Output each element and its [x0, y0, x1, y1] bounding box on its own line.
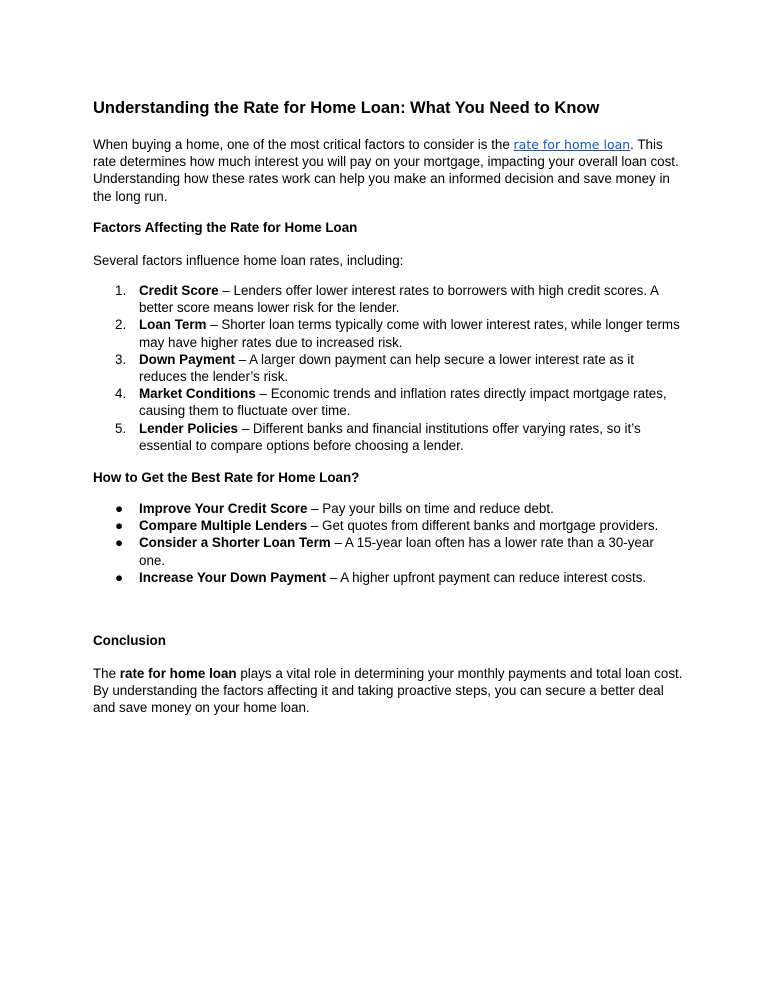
- rate-for-home-loan-link[interactable]: rate for home loan: [513, 137, 631, 152]
- list-item: [93, 351, 683, 385]
- factor-term: Down Payment: [139, 351, 235, 367]
- factor-desc: – Shorter loan terms typically come with lower interest rates, while longer terms may have higher rates due to increased risk.: [139, 317, 680, 350]
- list-item: [93, 534, 683, 568]
- tip-desc: – A 15-year loan often has a lower rate than a 30-year one.: [139, 535, 654, 568]
- list-item: [93, 569, 683, 586]
- list-item: [93, 500, 683, 517]
- factor-desc: – Economic trends and inflation rates directly impact mortgage rates, causing them to fluctuate over time.: [139, 386, 667, 419]
- tip-desc: – A higher upfront payment can reduce interest costs.: [326, 569, 647, 585]
- factor-term: Market Conditions: [139, 386, 256, 402]
- tip-desc: – Pay your bills on time and reduce debt.: [307, 501, 554, 516]
- bullet-icon: ●: [115, 569, 124, 585]
- factor-term: Lender Policies: [139, 420, 238, 436]
- conclusion-paragraph: [93, 665, 683, 717]
- list-item: [93, 385, 683, 419]
- bullet-icon: ●: [115, 518, 124, 534]
- factors-list: [93, 282, 683, 454]
- intro-text-start: When buying a home, one of the most critical factors to consider is the: [93, 137, 514, 152]
- factor-desc: – Different banks and financial institutions offer varying rates, so it’s essential to compare options before choosing a lender.: [139, 420, 641, 453]
- list-number: 5.: [115, 420, 127, 436]
- best-rate-heading: How to Get the Best Rate for Home Loan?: [93, 470, 360, 485]
- factor-desc: – A larger down payment can help secure a lower interest rate as it reduces the lender’s risk.: [139, 351, 634, 385]
- bullet-icon: ●: [115, 535, 124, 551]
- conclusion-text-end: plays a vital role in determining your monthly payments and total loan cost. By understanding the factors affecting it and taking proactive steps, you can secure a better deal and save money on your home loan.: [93, 666, 683, 716]
- tip-term: Compare Multiple Lenders: [139, 518, 308, 534]
- factors-lead: Several factors influence home loan rates, including:: [93, 253, 404, 268]
- conclusion-heading: Conclusion: [93, 633, 166, 648]
- list-item: [93, 517, 683, 534]
- conclusion-bold-term: rate for home loan: [119, 666, 237, 681]
- factor-desc: – Lenders offer lower interest rates to borrowers with high credit scores. A better score means lower risk for the lender.: [139, 283, 659, 316]
- bullet-icon: ●: [115, 501, 124, 516]
- tip-desc: – Get quotes from different banks and mortgage providers.: [307, 518, 659, 534]
- conclusion-text-start: The: [93, 666, 120, 681]
- list-item: [93, 282, 683, 316]
- list-number: 2.: [115, 317, 127, 333]
- factor-term: Credit Score: [139, 283, 219, 298]
- tip-term: Consider a Shorter Loan Term: [139, 535, 331, 551]
- list-item: [93, 420, 683, 454]
- factor-term: Loan Term: [139, 317, 207, 333]
- tips-list: [93, 500, 683, 586]
- page-title: Understanding the Rate for Home Loan: What You Need to Know: [93, 99, 600, 117]
- list-number: 4.: [115, 386, 127, 402]
- intro-text-end: . This rate determines how much interest you will pay on your mortgage, impacting your overall loan cost. Understanding how these rates work can help you make an informed decision and save money in the long run.: [93, 137, 679, 204]
- tip-term: Improve Your Credit Score: [139, 501, 308, 516]
- intro-paragraph: [93, 136, 683, 205]
- tip-term: Increase Your Down Payment: [139, 569, 327, 585]
- factors-heading: Factors Affecting the Rate for Home Loan: [93, 220, 358, 235]
- list-number: 3.: [115, 351, 127, 367]
- list-number: 1.: [115, 283, 127, 298]
- list-item: [93, 316, 683, 350]
